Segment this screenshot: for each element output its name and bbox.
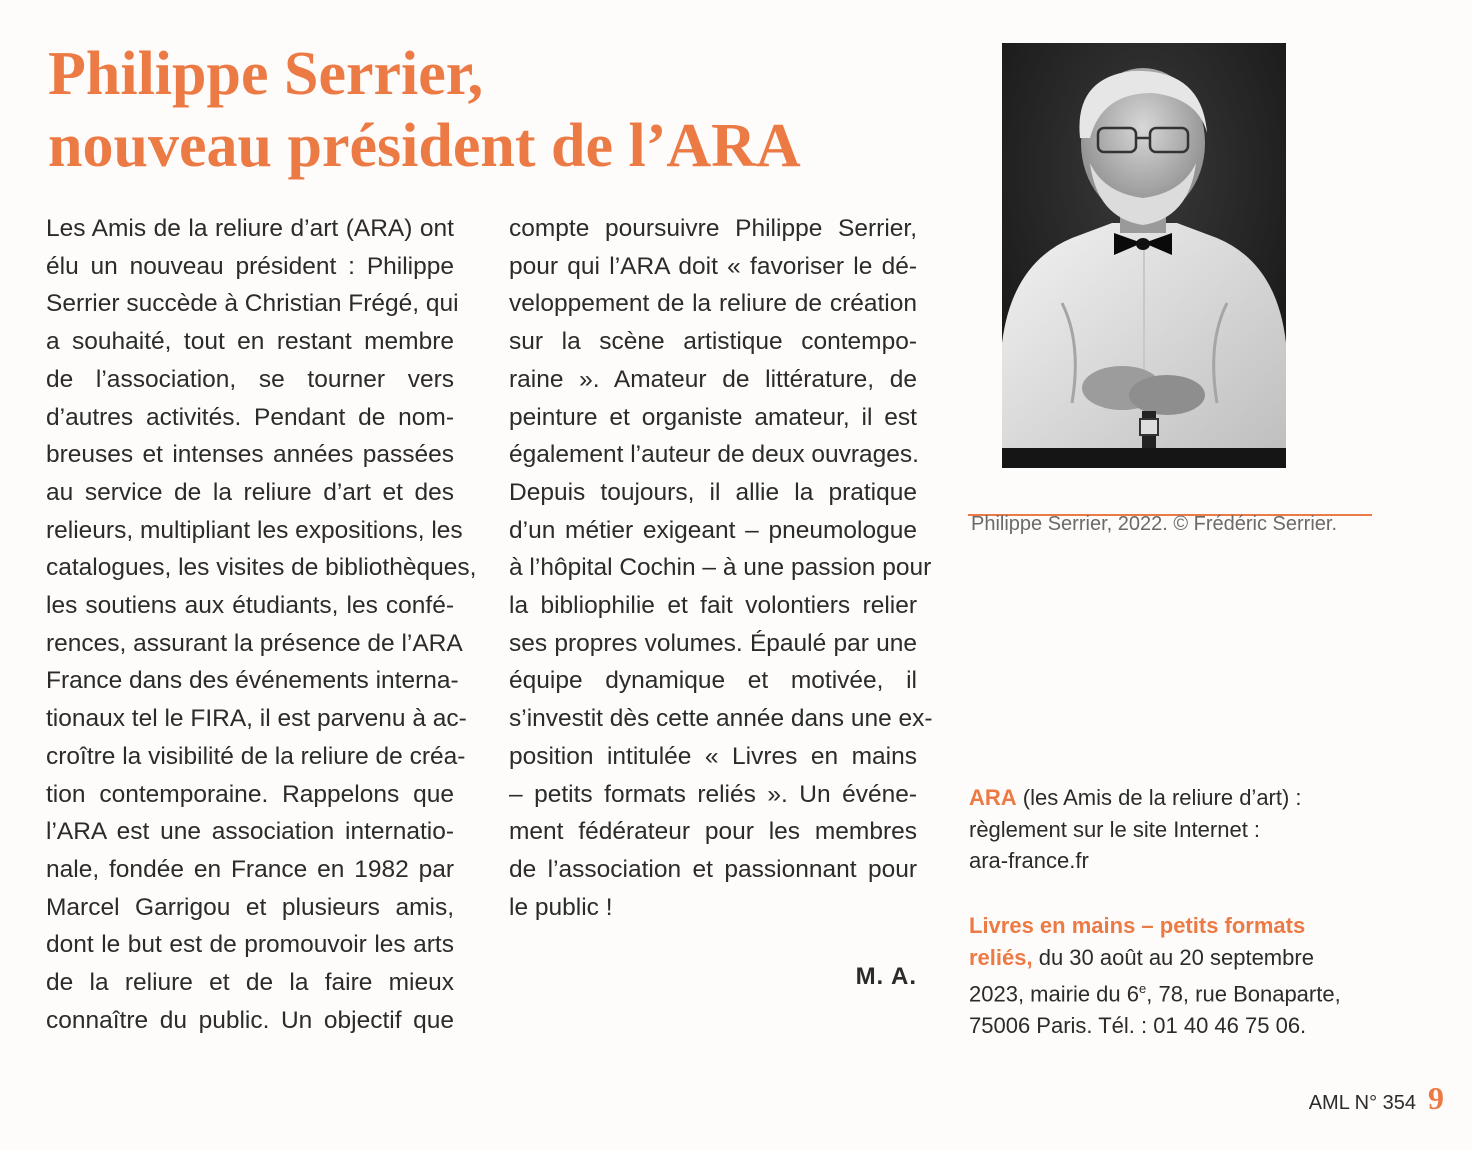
body-line: catalogues, les visites de bibliothèques, bbox=[46, 554, 477, 582]
arrondissement-superscript: e bbox=[1139, 981, 1147, 996]
ara-info-box bbox=[969, 782, 1389, 877]
body-line: dont le but est de promouvoir les arts bbox=[46, 931, 454, 959]
body-line: ses propres volumes. Épaulé par une bbox=[509, 629, 917, 657]
body-line: d’autres activités. Pendant de nom- bbox=[46, 403, 454, 431]
body-line: compte poursuivre Philippe Serrier, bbox=[509, 215, 917, 242]
body-line: position intitulée « Livres en mains bbox=[509, 742, 917, 770]
article-title bbox=[48, 38, 948, 182]
body-line: Serrier succède à Christian Frégé, qui bbox=[46, 290, 459, 318]
body-line: – petits formats reliés ». Un événe- bbox=[509, 780, 917, 808]
body-line: les soutiens aux étudiants, les confé- bbox=[46, 592, 454, 620]
body-line: pour qui l’ARA doit « favoriser le dé- bbox=[509, 252, 917, 280]
body-line: de la reliure et de la faire mieux bbox=[46, 969, 454, 997]
body-line: Les Amis de la reliure d’art (ARA) ont bbox=[46, 215, 454, 242]
portrait-photo bbox=[1002, 43, 1286, 468]
ara-info-line-2: règlement sur le site Internet : bbox=[969, 816, 1261, 842]
body-line: relieurs, multipliant les expositions, les bbox=[46, 516, 463, 544]
author-signature: M. A. bbox=[855, 963, 917, 990]
body-line: Marcel Garrigou et plusieurs amis, bbox=[46, 893, 454, 921]
body-line: raine ». Amateur de littérature, de bbox=[509, 365, 917, 393]
event-title-line-1: Livres en mains – petits formats bbox=[969, 913, 1306, 938]
title-line-2: nouveau président de l’ARA bbox=[48, 112, 801, 180]
body-line: s’investit dès cette année dans une ex- bbox=[509, 705, 933, 733]
event-address bbox=[969, 973, 1389, 1010]
event-info-box bbox=[969, 910, 1389, 1041]
ara-name: ARA bbox=[969, 785, 1017, 810]
ara-website: ara-france.fr bbox=[969, 848, 1089, 873]
body-line: breuses et intenses années passées bbox=[46, 441, 454, 469]
body-line: à l’hôpital Cochin – à une passion pour bbox=[509, 554, 932, 582]
body-line: élu un nouveau président : Philippe bbox=[46, 252, 454, 280]
event-address-start: 2023, mairie du 6 bbox=[969, 981, 1139, 1007]
ara-info-line-1 bbox=[969, 782, 1389, 814]
body-line: Depuis toujours, il allie la pratique bbox=[509, 478, 917, 506]
body-column-2 bbox=[509, 210, 933, 926]
body-line: tion contemporaine. Rappelons que bbox=[46, 780, 454, 808]
body-line: d’un métier exigeant – pneumologue bbox=[509, 516, 917, 544]
event-info-line-2 bbox=[969, 942, 1389, 974]
body-line: de l’association et passionnant pour bbox=[509, 855, 917, 883]
body-line: connaître du public. Un objectif que bbox=[46, 1006, 454, 1034]
page-footer bbox=[1309, 1080, 1444, 1117]
body-line: tionaux tel le FIRA, il est parvenu à ac- bbox=[46, 705, 467, 733]
body-line: de l’association, se tourner vers bbox=[46, 365, 454, 393]
body-line: France dans des événements interna- bbox=[46, 667, 459, 695]
body-line: rences, assurant la présence de l’ARA bbox=[46, 629, 463, 657]
body-line: nale, fondée en France en 1982 par bbox=[46, 855, 454, 883]
event-address-end: , 78, rue Bonaparte, bbox=[1146, 981, 1341, 1007]
event-title-line-2: reliés, bbox=[969, 944, 1033, 970]
title-line-1: Philippe Serrier, bbox=[48, 40, 484, 108]
body-line: croître la visibilité de la reliure de créa- bbox=[46, 742, 466, 770]
body-line: peinture et organiste amateur, il est bbox=[509, 403, 917, 431]
event-dates: du 30 août au 20 septembre bbox=[1032, 944, 1314, 970]
page-number: 9 bbox=[1428, 1080, 1444, 1116]
body-line: l’ARA est une association internatio- bbox=[46, 818, 454, 846]
body-line: ment fédérateur pour les membres bbox=[509, 818, 917, 846]
body-line: le public ! bbox=[509, 893, 613, 921]
body-line: équipe dynamique et motivée, il bbox=[509, 667, 917, 695]
photo-caption: Philippe Serrier, 2022. © Frédéric Serrier. bbox=[971, 513, 1338, 535]
ara-info-text: (les Amis de la reliure d’art) : bbox=[1016, 785, 1302, 810]
body-line: sur la scène artistique contempo- bbox=[509, 328, 917, 356]
body-line: a souhaité, tout en restant membre bbox=[46, 328, 454, 356]
body-line: la bibliophilie et fait volontiers relier bbox=[509, 592, 917, 620]
body-line: veloppement de la reliure de création bbox=[509, 290, 917, 318]
magazine-issue: AML N° 354 bbox=[1308, 1092, 1416, 1114]
body-column-1 bbox=[46, 210, 477, 1039]
body-line: au service de la reliure d’art et des bbox=[46, 478, 454, 506]
body-line: également l’auteur de deux ouvrages. bbox=[509, 441, 919, 469]
event-contact: 75006 Paris. Tél. : 01 40 46 75 06. bbox=[969, 1012, 1307, 1038]
